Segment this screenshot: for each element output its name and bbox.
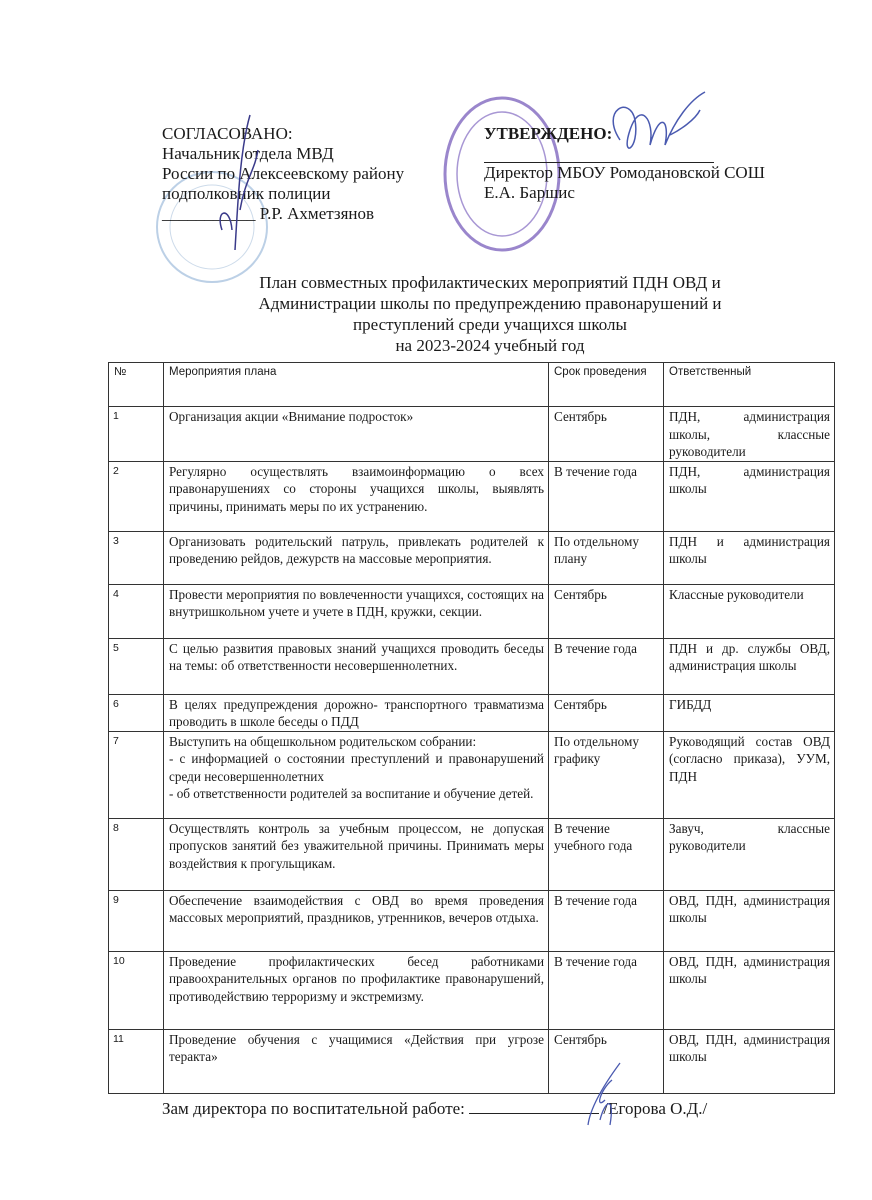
row-event: Проведение обучения с учащимися «Действия при угрозе теракта» [164,1029,549,1093]
title-line: Администрации школы по предупреждению правонарушений и [258,294,722,313]
row-event: В целях предупреждения дорожно- транспортного травматизма проводить в школе беседы о ПДД [164,694,549,731]
table-row [109,531,835,584]
approval-right-position: Директор МБОУ Ромодановской СОШ [484,163,765,182]
row-responsible: ПДН, администрация школы, классные руководители [664,407,835,462]
row-term: Сентябрь [549,694,664,731]
footer-name: /Егорова О.Д./ [603,1098,708,1118]
title-line: преступлений среди учащихся школы [353,315,627,334]
row-term: Сентябрь [549,407,664,462]
row-event: Провести мероприятия по вовлеченности учащихся, состоящих на внутришкольном учете и учете в ПДН, кружки, секции. [164,584,549,638]
row-term: В течение года [549,638,664,694]
title-line: План совместных профилактических мероприятий ПДН ОВД и [259,273,721,292]
table-and-footer [108,362,834,1120]
approval-left-line: подполковник полиции [162,184,331,203]
table-row [109,407,835,462]
row-number: 3 [109,531,164,584]
table-header-row [109,363,835,407]
header-num: № [109,363,164,407]
footer [162,1098,834,1120]
row-term: По отдельному графику [549,731,664,818]
row-responsible: Руководящий состав ОВД (согласно приказа), УУМ, ПДН [664,731,835,818]
header-term: Срок проведения [549,363,664,407]
row-responsible: ПДН и др. службы ОВД, администрация школы [664,638,835,694]
table-row [109,818,835,890]
approval-left-heading: СОГЛАСОВАНО: [162,124,293,143]
table-row [109,694,835,731]
row-responsible: ПДН и администрация школы [664,531,835,584]
row-responsible: Завуч, классные руководители [664,818,835,890]
table-row [109,731,835,818]
signature-footer-image [580,1060,630,1130]
plan-table [108,362,835,1094]
row-event: Выступить на общешкольном родительском собрании: - с информацией о состоянии преступлений и правонарушений среди несовершеннолетних - об ответственности родителей за воспитание и обучение детей. [164,731,549,818]
row-event: Организация акции «Внимание подросток» [164,407,549,462]
row-event: Организовать родительский патруль, привлекать родителей к проведению рейдов, дежурств на массовые мероприятия. [164,531,549,584]
row-responsible: Классные руководители [664,584,835,638]
row-term: В течение года [549,461,664,531]
row-responsible: ОВД, ПДН, администрация школы [664,951,835,1029]
row-event: Обеспечение взаимодействия с ОВД во время проведения массовых мероприятий, праздников, утренников, вечеров отдыха. [164,890,549,951]
row-number: 2 [109,461,164,531]
table-row [109,890,835,951]
row-term: Сентябрь [549,584,664,638]
row-number: 5 [109,638,164,694]
signature-right-image [600,90,710,170]
row-event: С целью развития правовых знаний учащихся проводить беседы на темы: об ответственности несовершеннолетних. [164,638,549,694]
row-event: Регулярно осуществлять взаимоинформацию о всех правонарушениях со стороны учащихся школы, выявлять причины, принимать меры по их устранению. [164,461,549,531]
approval-left-line: России по Алексеевскому району [162,164,405,183]
approval-left [162,124,404,224]
footer-position: Зам директора по воспитательной работе: [162,1098,465,1118]
row-term: По отдельному плану [549,531,664,584]
row-number: 1 [109,407,164,462]
row-event: Проведение профилактических бесед работниками правоохранительных органов по профилактике правонарушений, противодействию терроризму и экстремизму. [164,951,549,1029]
row-number: 6 [109,694,164,731]
approval-left-signature-line: ___________ Р.Р. Ахметзянов [162,204,375,223]
header-responsible: Ответственный [664,363,835,407]
table-row [109,584,835,638]
signature-left-image [210,110,270,260]
row-number: 4 [109,584,164,638]
table-row [109,461,835,531]
header-event: Мероприятия плана [164,363,549,407]
row-responsible: ОВД, ПДН, администрация школы [664,1029,835,1093]
row-term: Сентябрь [549,1029,664,1093]
row-number: 8 [109,818,164,890]
approval-right-name: Е.А. Баршис [484,183,575,202]
row-term: В течение года [549,951,664,1029]
table-row [109,638,835,694]
approval-right-heading: УТВЕРЖДЕНО: [484,124,613,143]
row-number: 9 [109,890,164,951]
row-responsible: ОВД, ПДН, администрация школы [664,890,835,951]
table-row [109,951,835,1029]
row-event: Осуществлять контроль за учебным процессом, не допуская пропусков занятий без уважительной причины. Принимать меры воздействия к прогульщикам. [164,818,549,890]
document-title [150,272,830,356]
row-responsible: ГИБДД [664,694,835,731]
row-responsible: ПДН, администрация школы [664,461,835,531]
approval-left-line: Начальник отдела МВД [162,144,334,163]
row-number: 10 [109,951,164,1029]
row-term: В течение учебного года [549,818,664,890]
row-term: В течение года [549,890,664,951]
row-number: 7 [109,731,164,818]
title-line: на 2023-2024 учебный год [395,336,585,355]
row-number: 11 [109,1029,164,1093]
table-row [109,1029,835,1093]
